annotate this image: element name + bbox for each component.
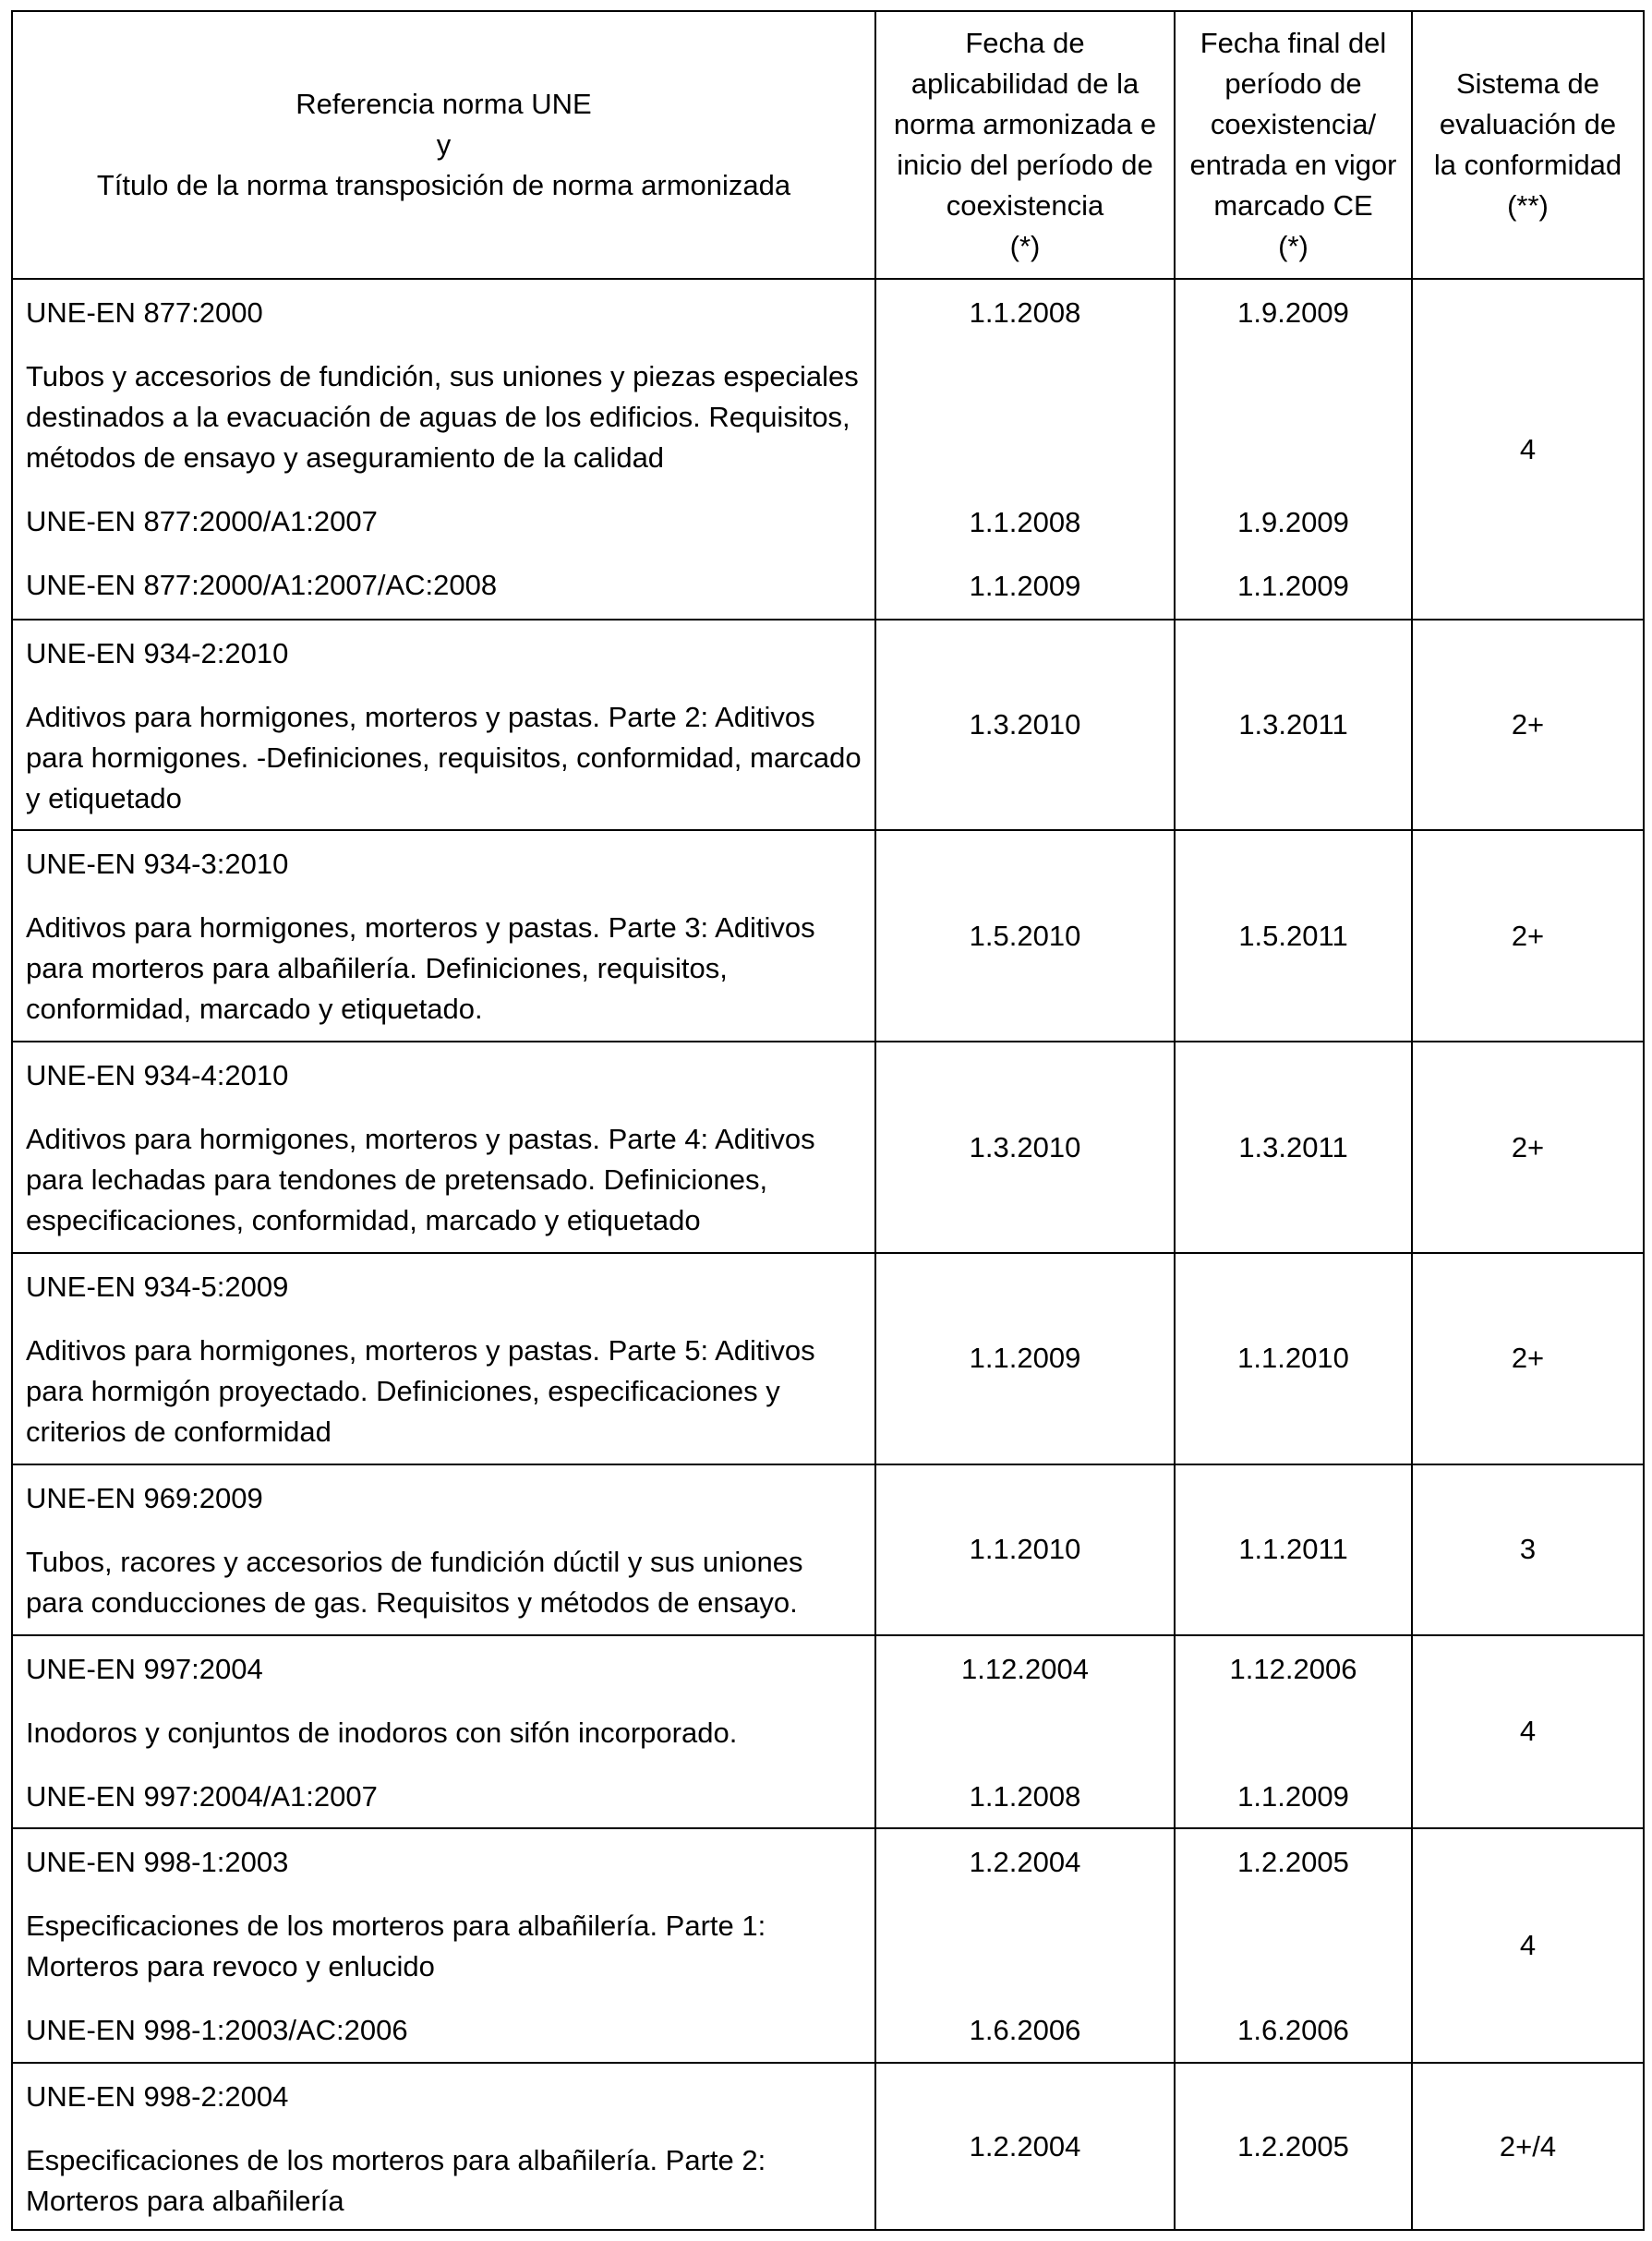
header-row <box>12 11 1644 279</box>
end-date: 1.2.2005 <box>1175 2063 1412 2230</box>
table-row <box>12 830 1644 1042</box>
header-reference-line3: Título de la norma transposición de norma armonizada <box>96 169 791 201</box>
standard-reference: UNE-EN 969:2009 <box>26 1481 263 1514</box>
applicability-date: 1.2.2004 <box>969 1846 1081 1879</box>
table-row <box>12 1635 1644 1829</box>
end-date: 1.3.2011 <box>1175 1042 1412 1253</box>
header-reference <box>12 11 875 279</box>
amendment-reference: UNE-EN 877:2000/A1:2007/AC:2008 <box>26 569 498 601</box>
standard-reference: UNE-EN 934-3:2010 <box>26 848 289 881</box>
standard-title: Aditivos para hormigones, morteros y pastas. Parte 4: Aditivos para lechadas para tendones de pretensado. Definiciones, especificaciones, conformidad, marcado y etiquetado <box>26 1123 815 1237</box>
applicability-date: 1.1.2009 <box>875 1253 1175 1464</box>
amendment-reference: UNE-EN 877:2000/A1:2007 <box>26 505 378 537</box>
reference-cell <box>12 1828 875 2063</box>
end-date: 1.1.2009 <box>1237 1779 1349 1813</box>
header-line: coexistencia <box>946 189 1104 222</box>
standards-table <box>11 10 1645 2231</box>
applicability-date: 1.1.2009 <box>969 570 1081 602</box>
standard-reference: UNE-EN 934-4:2010 <box>26 1059 289 1092</box>
end-date: 1.9.2009 <box>1237 506 1349 538</box>
header-end-date <box>1175 11 1412 279</box>
header-line: Sistema de <box>1455 67 1600 100</box>
header-line: la conformidad <box>1433 149 1622 181</box>
conformity-system: 2+ <box>1412 1253 1644 1464</box>
standard-title: Tubos y accesorios de fundición, sus uniones y piezas especiales destinados a la evacuación de aguas de los edificios. Requisitos, métodos de ensayo y aseguramiento de la calidad <box>26 360 859 474</box>
end-date: 1.1.2011 <box>1175 1464 1412 1635</box>
amendment-reference: UNE-EN 998-1:2003/AC:2006 <box>26 2014 408 2047</box>
standard-reference: UNE-EN 998-2:2004 <box>26 2080 289 2114</box>
conformity-system: 2+ <box>1412 1042 1644 1253</box>
conformity-system: 2+ <box>1412 830 1644 1042</box>
conformity-system: 4 <box>1412 1635 1644 1829</box>
standard-title: Aditivos para hormigones, morteros y pastas. Parte 5: Aditivos para hormigón proyectado. Definiciones, especificaciones y criterios de conformidad <box>26 1333 815 1448</box>
reference-cell <box>12 279 875 620</box>
standard-title: Tubos, racores y accesorios de fundición dúctil y sus uniones para conducciones de gas. Requisitos y métodos de ensayo. <box>26 1545 803 1619</box>
header-line: (*) <box>1278 230 1308 262</box>
table-row <box>12 2063 1644 2230</box>
header-line: norma armonizada e <box>893 108 1157 140</box>
applicability-date-cell <box>875 1635 1175 1829</box>
standard-reference: UNE-EN 934-2:2010 <box>26 637 289 670</box>
header-line: Fecha de <box>965 27 1085 59</box>
end-date-cell <box>1175 1635 1412 1829</box>
applicability-date: 1.1.2008 <box>969 506 1081 538</box>
header-line: período de <box>1224 67 1362 100</box>
end-date: 1.5.2011 <box>1175 830 1412 1042</box>
standard-title: Especificaciones de los morteros para albañilería. Parte 1: Morteros para revoco y enlucido <box>26 1910 766 1983</box>
end-date: 1.12.2006 <box>1229 1652 1357 1685</box>
table-row <box>12 279 1644 620</box>
conformity-system: 2+/4 <box>1412 2063 1644 2230</box>
reference-cell <box>12 1464 875 1635</box>
conformity-system: 2+ <box>1412 620 1644 830</box>
end-date: 1.1.2010 <box>1175 1253 1412 1464</box>
conformity-system: 4 <box>1412 1828 1644 2063</box>
header-conformity-system <box>1412 11 1644 279</box>
standard-reference: UNE-EN 877:2000 <box>26 296 263 329</box>
conformity-system: 3 <box>1412 1464 1644 1635</box>
applicability-date: 1.5.2010 <box>875 830 1175 1042</box>
end-date: 1.2.2005 <box>1237 1846 1349 1879</box>
table-row <box>12 1464 1644 1635</box>
header-line: evaluación de <box>1439 108 1617 140</box>
applicability-date: 1.1.2010 <box>875 1464 1175 1635</box>
table-row <box>12 1253 1644 1464</box>
end-date: 1.3.2011 <box>1175 620 1412 830</box>
header-reference-line1: Referencia norma UNE <box>295 88 592 120</box>
header-line: (*) <box>1009 230 1041 262</box>
standard-title: Aditivos para hormigones, morteros y pastas. Parte 3: Aditivos para morteros para albañilería. Definiciones, requisitos, conformidad, marcado y etiquetado. <box>26 911 815 1026</box>
header-line: marcado CE <box>1213 189 1373 222</box>
header-line: entrada en vigor <box>1189 149 1397 181</box>
applicability-date-cell <box>875 279 1175 620</box>
applicability-date: 1.2.2004 <box>875 2063 1175 2230</box>
reference-cell <box>12 830 875 1042</box>
header-applicability-date <box>875 11 1175 279</box>
standard-title: Especificaciones de los morteros para albañilería. Parte 2: Morteros para albañilería <box>26 2144 766 2218</box>
applicability-date: 1.1.2008 <box>969 296 1081 329</box>
end-date: 1.9.2009 <box>1237 296 1349 329</box>
end-date: 1.1.2009 <box>1237 570 1349 602</box>
header-line: (**) <box>1507 189 1549 222</box>
reference-cell <box>12 1042 875 1253</box>
table-row <box>12 1828 1644 2063</box>
table-row <box>12 620 1644 830</box>
end-date: 1.6.2006 <box>1237 2014 1349 2047</box>
amendment-reference: UNE-EN 997:2004/A1:2007 <box>26 1779 378 1813</box>
reference-cell <box>12 620 875 830</box>
reference-cell <box>12 1253 875 1464</box>
standard-title: Aditivos para hormigones, morteros y pastas. Parte 2: Aditivos para hormigones. -Definiciones, requisitos, conformidad, marcado y etiquetado <box>26 701 862 815</box>
reference-cell <box>12 1635 875 1829</box>
applicability-date: 1.12.2004 <box>961 1652 1089 1685</box>
header-reference-line2: y <box>436 128 452 161</box>
end-date-cell <box>1175 1828 1412 2063</box>
standard-reference: UNE-EN 997:2004 <box>26 1652 263 1685</box>
header-line: Fecha final del <box>1200 27 1387 59</box>
header-line: inicio del período de <box>897 149 1153 181</box>
standard-title: Inodoros y conjuntos de inodoros con sifón incorporado. <box>26 1716 738 1749</box>
header-line: aplicabilidad de la <box>910 67 1140 100</box>
standard-reference: UNE-EN 934-5:2009 <box>26 1270 289 1303</box>
conformity-system: 4 <box>1412 279 1644 620</box>
applicability-date-cell <box>875 1828 1175 2063</box>
table-row <box>12 1042 1644 1253</box>
applicability-date: 1.6.2006 <box>969 2014 1081 2047</box>
applicability-date: 1.1.2008 <box>969 1779 1081 1813</box>
standard-reference: UNE-EN 998-1:2003 <box>26 1846 289 1879</box>
reference-cell <box>12 2063 875 2230</box>
header-line: coexistencia/ <box>1210 108 1377 140</box>
end-date-cell <box>1175 279 1412 620</box>
applicability-date: 1.3.2010 <box>875 1042 1175 1253</box>
applicability-date: 1.3.2010 <box>875 620 1175 830</box>
